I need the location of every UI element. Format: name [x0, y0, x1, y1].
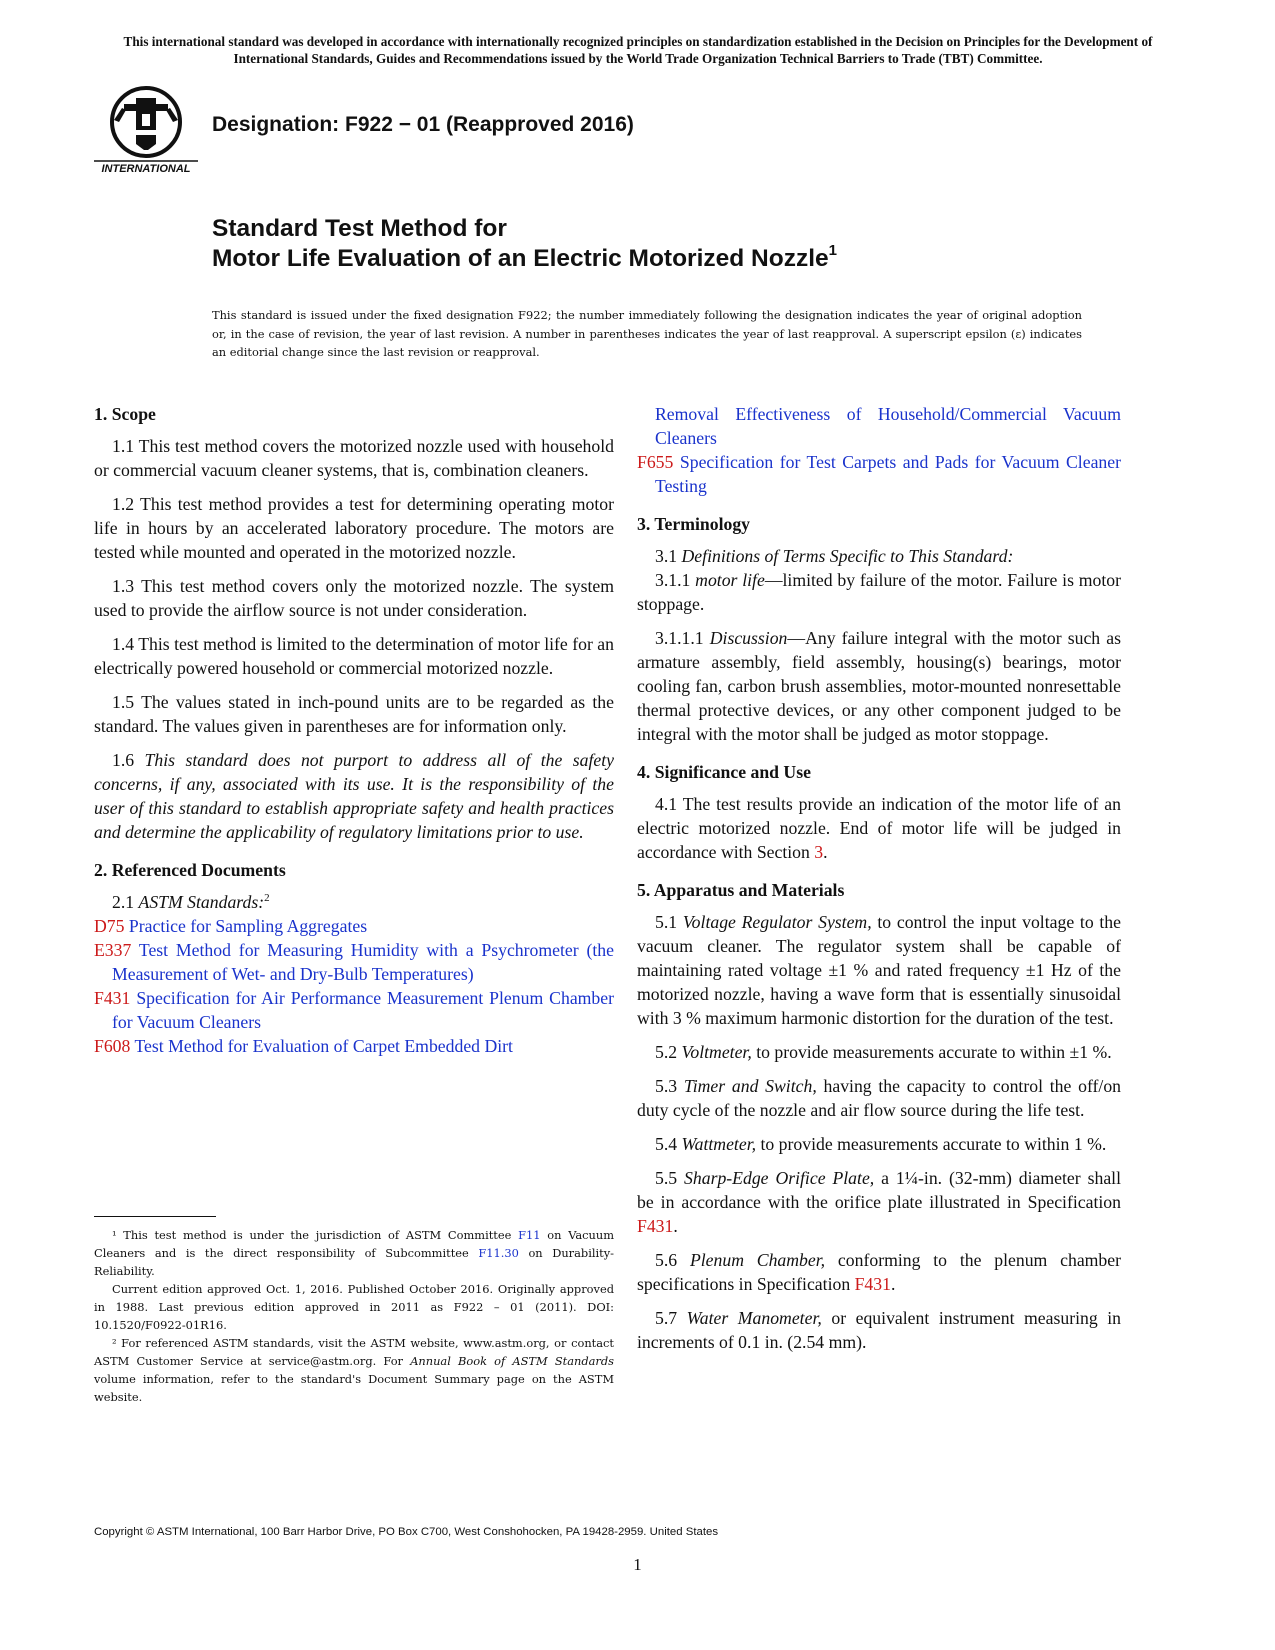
title-footnote-mark: 1 [828, 242, 837, 259]
para-5-1: 5.1 Voltage Regulator System, to control the input voltage to the vacuum cleaner. The regulator system shall be capable of maintaining rated voltage ±1 % and rated frequency ±1 Hz of the motorized nozzle, having a wave form that is essentially sinusoidal with 3 % maximum harmonic distortion for the duration of the test. [637, 912, 1121, 1028]
link-f11-30[interactable]: F11.30 [478, 1246, 519, 1260]
issued-note: This standard is issued under the fixed designation F922; the number immediately following the designation indicates the year of original adoption or, in the case of revision, the year of last revision. A number in parentheses indicates the year of last reapproval. A superscript epsilon (ε) indicates an editorial change since the last revision or reapproval. [212, 308, 1082, 359]
right-column [637, 402, 1121, 1364]
para-3-1-1: 3.1.1 motor life—limited by failure of the motor. Failure is motor stoppage. [637, 570, 1121, 614]
footnote-1-edition: Current edition approved Oct. 1, 2016. Published October 2016. Originally approved in 1988. Last previous edition approved in 2011 as F922 – 01 (2011). DOI: 10.1520/F0922-01R16. [94, 1282, 614, 1332]
xref-f431[interactable]: F431 [637, 1216, 674, 1236]
para-5-3: 5.3 Timer and Switch, having the capacity to control the off/on duty cycle of the nozzle and air flow source during the life test. [637, 1076, 1122, 1120]
page-number: 1 [633, 1555, 642, 1574]
wto-notice: This international standard was developed in accordance with internationally recognized principles on standardization established in the Decision on Principles for the Development of International Standards, Guides and Recommendations issued by the World Trade Organization Technical Barriers to Trade (TBT) Committee. [123, 34, 1153, 66]
section-heading-apparatus: 5. Apparatus and Materials [637, 880, 845, 900]
para-1-2: 1.2 This test method provides a test for determining operating motor life in hours by an accelerated laboratory procedure. The motors are tested while mounted and operated in the motorized nozzle. [94, 494, 614, 562]
ref-e337[interactable]: E337 Test Method for Measuring Humidity with a Psychrometer (the Measurement of Wet- and Dry-Bulb Temperatures) [94, 940, 614, 984]
footnote-1: ¹ This test method is under the jurisdiction of ASTM Committee F11 on Vacuum Cleaners and is the direct responsibility of Subcommittee F11.30 on Durability-Reliability. [94, 1228, 615, 1278]
copyright: Copyright © ASTM International, 100 Barr Harbor Drive, PO Box C700, West Conshohocken, PA 19428-2959. United States [94, 1526, 719, 1538]
section-heading-scope: 1. Scope [94, 404, 156, 424]
ref-f608[interactable]: F608 Test Method for Evaluation of Carpet Embedded Dirt [94, 1036, 513, 1056]
para-5-4: 5.4 Wattmeter, to provide measurements accurate to within 1 %. [655, 1134, 1107, 1154]
para-1-6: 1.6 This standard does not purport to address all of the safety concerns, if any, associated with its use. It is the responsibility of the user of this standard to establish appropriate safety and health practices and determine the applicability of regulatory limitations prior to use. [94, 750, 615, 842]
para-2-1: 2.1 ASTM Standards:$^2$ [112, 892, 270, 912]
title-line-1: Standard Test Method for [212, 215, 507, 242]
section-heading-referenced-documents: 2. Referenced Documents [94, 860, 286, 880]
para-5-2: 5.2 Voltmeter, to provide measurements accurate to within ±1 %. [655, 1042, 1112, 1062]
left-column [94, 402, 614, 1058]
para-3-1-1-1: 3.1.1.1 Discussion—Any failure integral with the motor such as armature assembly, field assembly, housing(s) bearings, motor cooling fan, carbon brush assemblies, motor-mounted nonresettable thermal protective devices, or any other component judged to be integral with the motor shall be judged as motor stoppage. [637, 628, 1121, 744]
designation: Designation: F922 − 01 (Reapproved 2016) [212, 113, 634, 136]
astm-logo-icon [92, 84, 200, 176]
link-f11[interactable]: F11 [518, 1228, 541, 1242]
section-heading-significance: 4. Significance and Use [637, 762, 811, 782]
para-1-4: 1.4 This test method is limited to the determination of motor life for an electrically powered household or commercial motorized nozzle. [94, 634, 614, 678]
para-1-5: 1.5 The values stated in inch-pound units are to be regarded as the standard. The values given in parentheses are for information only. [94, 692, 614, 736]
xref-f431[interactable]: F431 [854, 1274, 891, 1294]
footnote-divider [94, 1216, 216, 1217]
title-line-2: Motor Life Evaluation of an Electric Motorized Nozzle$^1$ [212, 242, 837, 272]
para-5-7: 5.7 Water Manometer, or equivalent instrument measuring in increments of 0.1 in. (2.54 mm). [637, 1308, 1121, 1352]
para-1-1: 1.1 This test method covers the motorized nozzle used with household or commercial vacuum cleaner systems, that is, combination cleaners. [94, 436, 614, 480]
para-5-6: 5.6 Plenum Chamber, conforming to the plenum chamber specifications in Specification F431. [637, 1250, 1122, 1294]
footnote-2: ² For referenced ASTM standards, visit the ASTM website, www.astm.org, or contact ASTM Customer Service at service@astm.org. For Annual Book of ASTM Standards volume information, refer to the standard's Document Summary page on the ASTM website. [94, 1336, 615, 1404]
logo-text: INTERNATIONAL [101, 163, 191, 175]
document-title [212, 214, 837, 274]
ref-f608-continued[interactable]: Removal Effectiveness of Household/Commercial Vacuum Cleaners [655, 404, 1121, 448]
ref-f655[interactable]: F655 Specification for Test Carpets and Pads for Vacuum Cleaner Testing [637, 452, 1121, 496]
section-heading-terminology: 3. Terminology [637, 514, 751, 534]
ref-d75[interactable]: D75 Practice for Sampling Aggregates [94, 916, 368, 936]
footnotes [94, 1226, 614, 1406]
ref-f431[interactable]: F431 Specification for Air Performance Measurement Plenum Chamber for Vacuum Cleaners [94, 988, 615, 1032]
para-4-1: 4.1 The test results provide an indication of the motor life of an electric motorized nozzle. End of motor life will be judged in accordance with Section 3. [637, 794, 1121, 862]
para-1-3: 1.3 This test method covers only the motorized nozzle. The system used to provide the airflow source is not under consideration. [94, 576, 614, 620]
xref-section-3[interactable]: 3 [814, 842, 824, 862]
para-5-5: 5.5 Sharp-Edge Orifice Plate, a 1¼-in. (32-mm) diameter shall be in accordance with the orifice plate illustrated in Specification F431. [637, 1168, 1122, 1236]
para-3-1: 3.1 Definitions of Terms Specific to This Standard: [655, 546, 1014, 566]
